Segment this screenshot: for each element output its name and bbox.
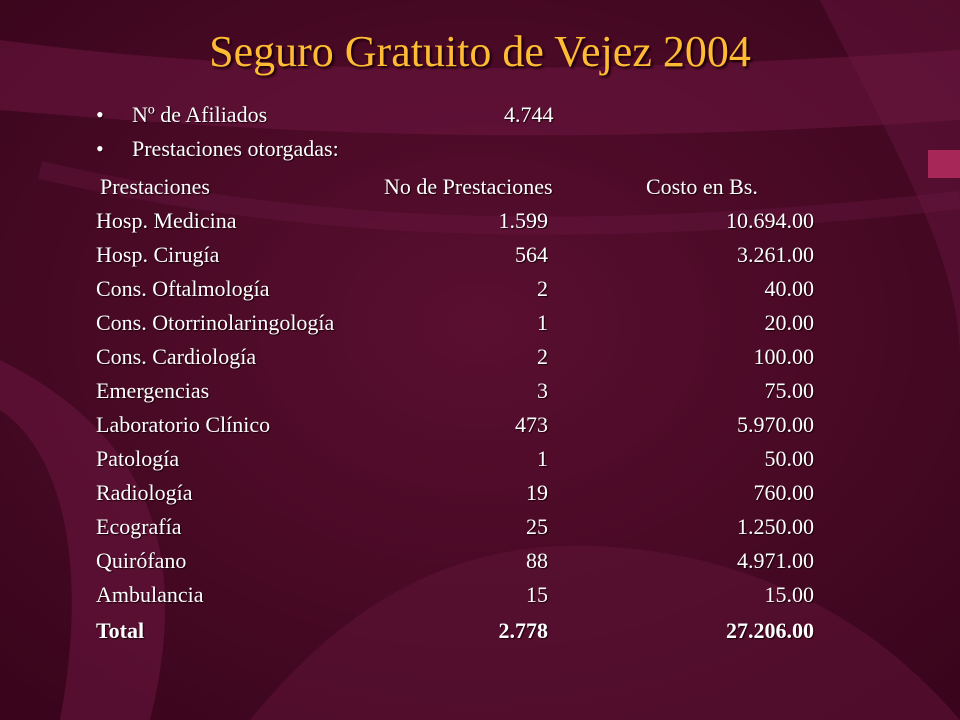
row-count: 19: [526, 480, 548, 505]
slide-title: Seguro Gratuito de Vejez 2004: [209, 27, 751, 76]
bullet-value: 4.744: [504, 102, 554, 127]
row-count: 88: [526, 548, 548, 573]
row-name: Emergencias: [96, 378, 210, 403]
bullet-label: Prestaciones otorgadas:: [132, 136, 339, 161]
row-name: Quirófano: [96, 548, 187, 573]
row-name: Laboratorio Clínico: [96, 412, 271, 437]
header-no-prestaciones: No de Prestaciones: [384, 174, 553, 199]
row-cost: 4.971.00: [737, 548, 814, 573]
row-name: Ecografía: [96, 514, 182, 539]
row-cost: 40.00: [764, 276, 814, 301]
row-count: 473: [515, 412, 548, 437]
table-row: [0, 480, 960, 514]
table-row: [0, 378, 960, 412]
table-row: [0, 310, 960, 344]
row-cost: 15.00: [764, 582, 814, 607]
row-name: Cons. Cardiología: [96, 344, 257, 369]
row-name: Cons. Oftalmología: [96, 276, 270, 301]
table-row: [0, 344, 960, 378]
row-count: 2: [537, 276, 548, 301]
row-count: 3: [537, 378, 548, 403]
header-prestaciones: Prestaciones: [100, 174, 210, 199]
header-costo: Costo en Bs.: [646, 174, 758, 199]
row-count: 1: [537, 310, 548, 335]
row-count: 25: [526, 514, 548, 539]
row-cost: 100.00: [753, 344, 814, 369]
bullet-glyph: •: [96, 136, 104, 161]
row-count: 564: [515, 242, 548, 267]
row-count: 2: [537, 344, 548, 369]
row-name: Ambulancia: [96, 582, 204, 607]
table-row: [0, 582, 960, 616]
table-row: [0, 276, 960, 310]
table-row: [0, 514, 960, 548]
row-cost: 10.694.00: [726, 208, 814, 233]
bullet-glyph: •: [96, 102, 104, 127]
row-name: Cons. Otorrinolaringología: [96, 310, 335, 335]
table-row: [0, 548, 960, 582]
row-cost: 3.261.00: [737, 242, 814, 267]
row-count: 15: [526, 582, 548, 607]
row-cost: 1.250.00: [737, 514, 814, 539]
row-name: Patología: [96, 446, 180, 471]
table-row: [0, 412, 960, 446]
table-total-row: [0, 618, 960, 652]
row-name: Radiología: [96, 480, 193, 505]
table-row: [0, 242, 960, 276]
row-cost: 50.00: [764, 446, 814, 471]
row-cost: 5.970.00: [737, 412, 814, 437]
total-cost: 27.206.00: [726, 618, 814, 643]
row-name: Hosp. Cirugía: [96, 242, 220, 267]
table-row: [0, 446, 960, 480]
row-cost: 75.00: [764, 378, 814, 403]
row-cost: 760.00: [753, 480, 814, 505]
table-header: [0, 174, 960, 208]
row-count: 1.599: [498, 208, 548, 233]
row-count: 1: [537, 446, 548, 471]
total-count: 2.778: [498, 618, 548, 643]
row-name: Hosp. Medicina: [96, 208, 237, 233]
bullet-label: Nº de Afiliados: [132, 102, 268, 127]
table-row: [0, 208, 960, 242]
row-cost: 20.00: [764, 310, 814, 335]
total-label: Total: [96, 618, 145, 643]
